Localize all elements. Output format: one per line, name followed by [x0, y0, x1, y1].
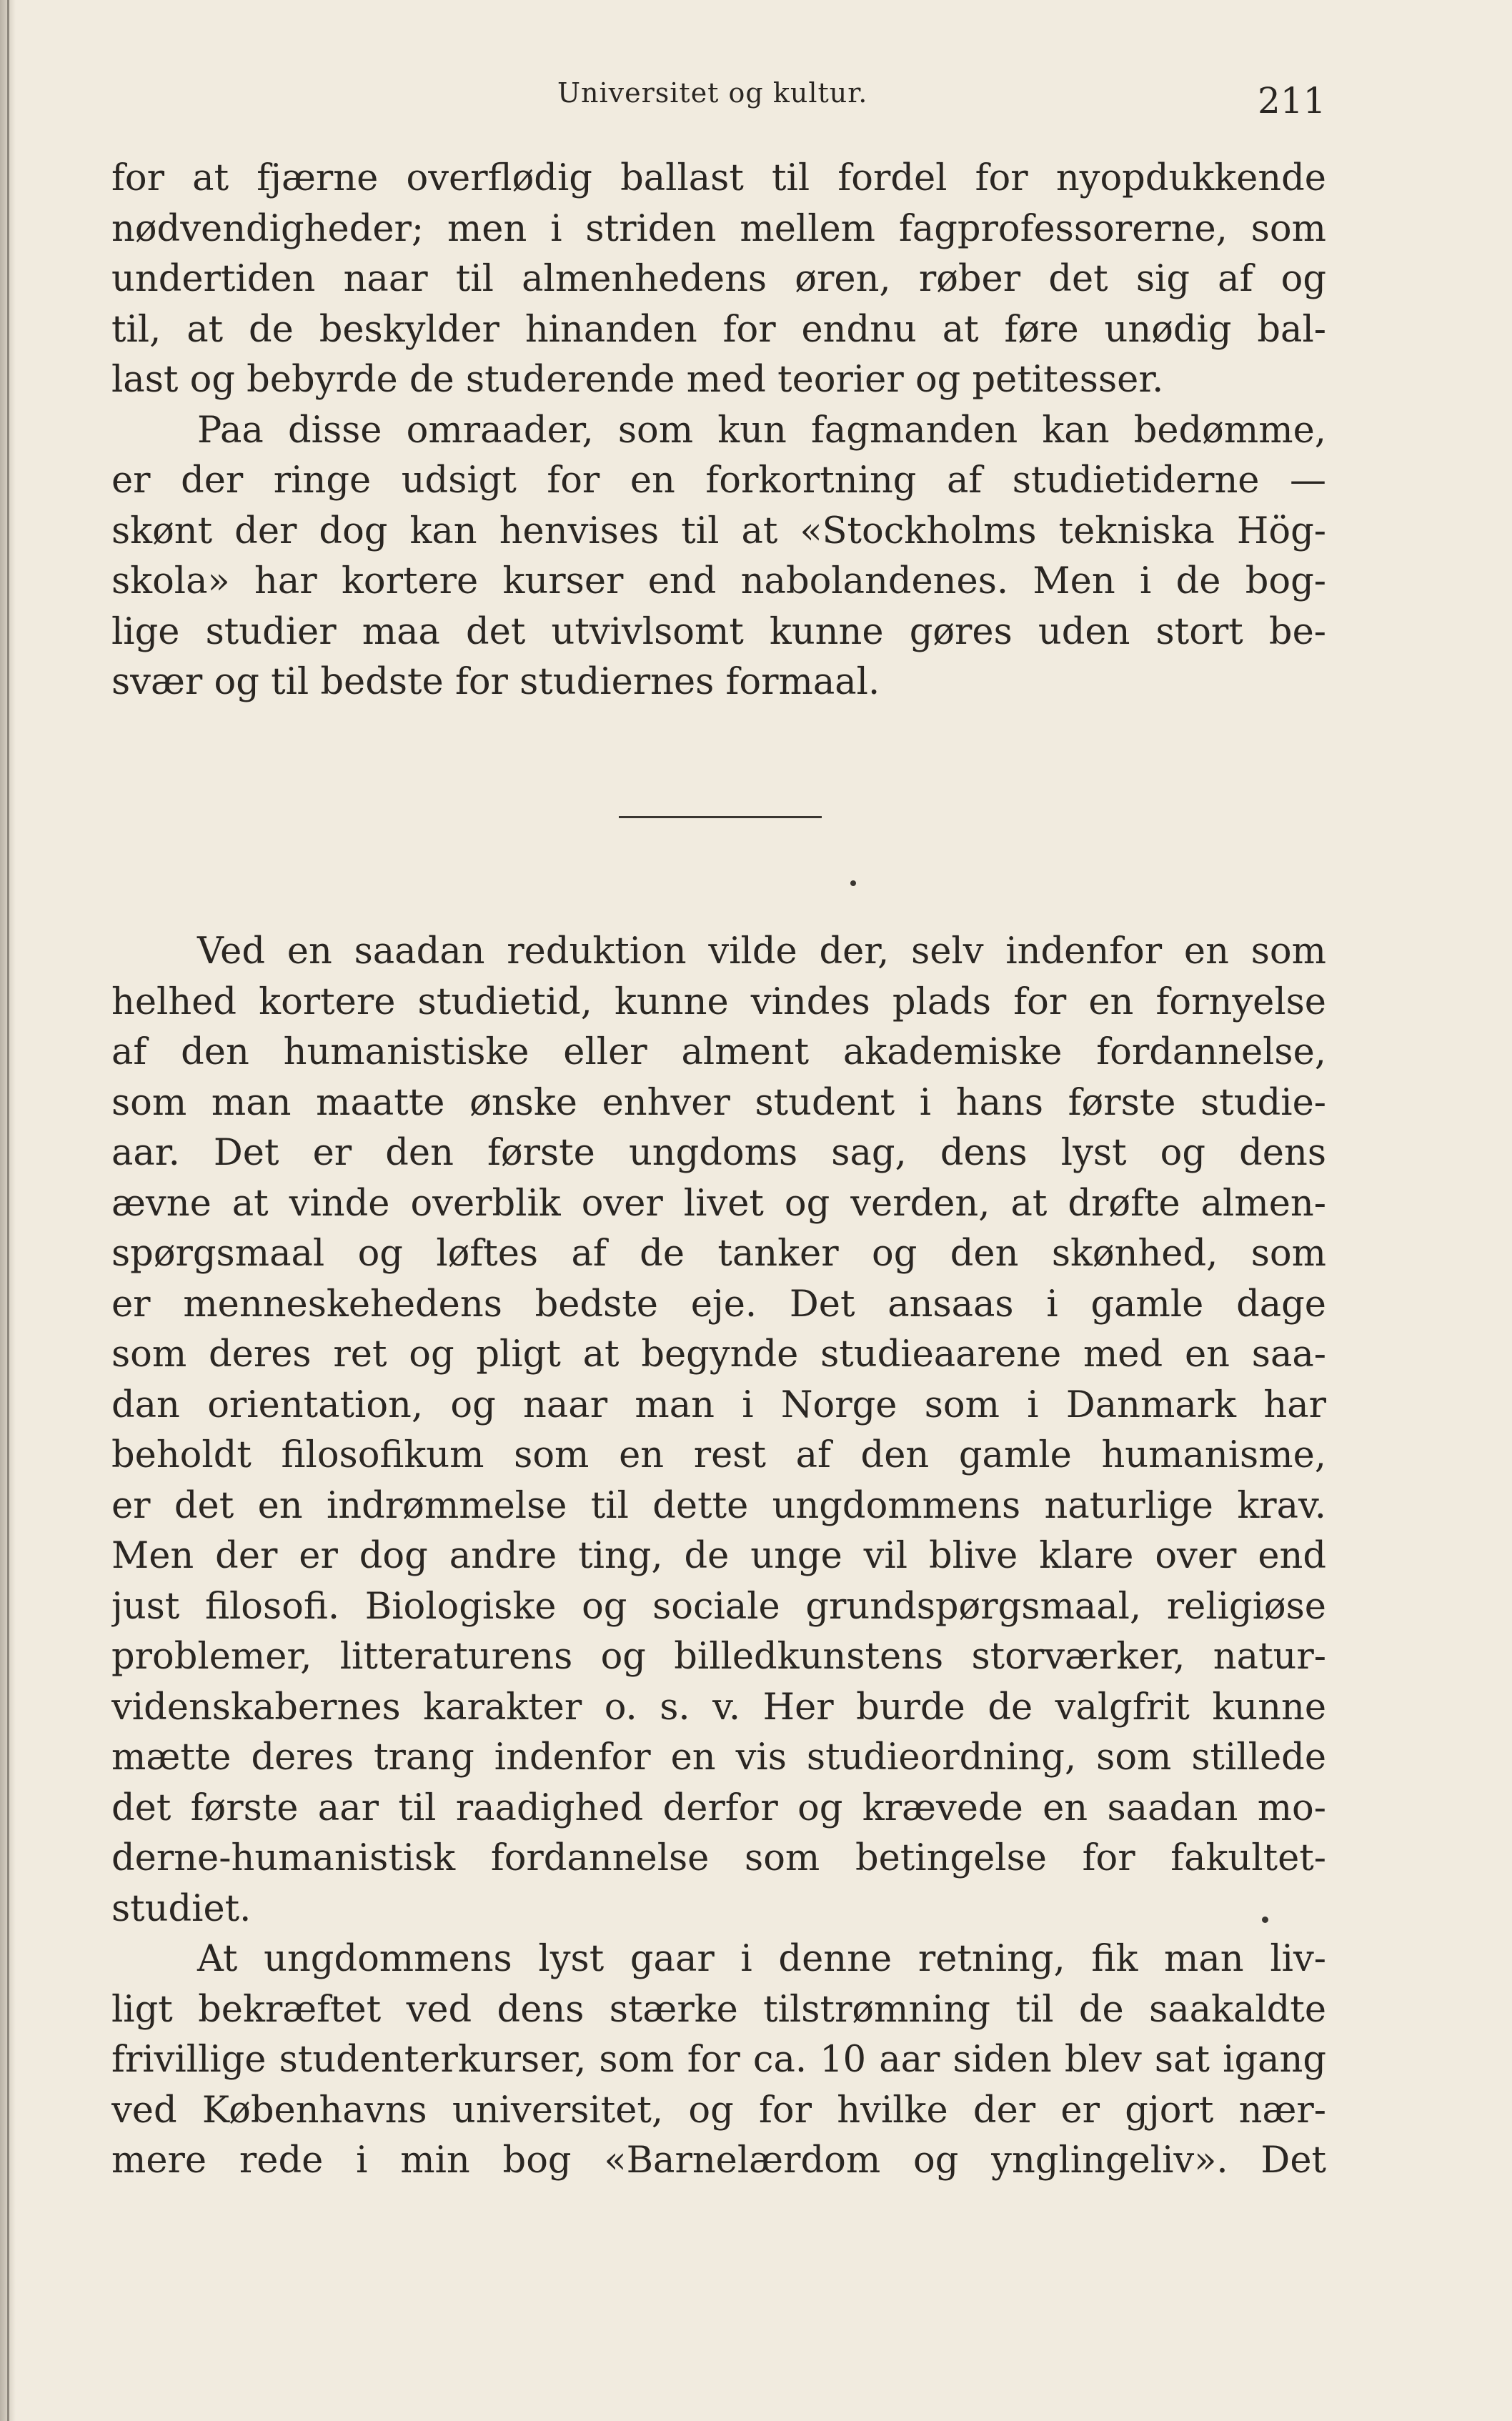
text-line: nødvendigheder; men i striden mellem fagprofessorerne, som [111, 207, 1326, 250]
text-line: frivillige studenterkurser, som for ca. 10 aar siden blev sat igang [111, 2039, 1326, 2081]
text-line: problemer, litteraturens og billedkunstens storværker, natur- [111, 1636, 1326, 1678]
text-line: mere rede i min bog «Barnelærdom og ynglingeliv». Det [111, 2139, 1326, 2182]
running-title: Universitet og kultur. [557, 77, 868, 109]
text-line: mætte deres trang indenfor en vis studieordning, som stillede [111, 1736, 1326, 1779]
text-line: helhed kortere studietid, kunne vindes plads for en fornyelse [111, 980, 1326, 1023]
text-line: dan orientation, og naar man i Norge som i Danmark har [111, 1383, 1326, 1426]
ink-speck [850, 880, 856, 886]
paragraph-start-line: Paa disse omraader, som kun fagmanden kan bedømme, [197, 409, 1326, 452]
text-line: til, at de beskylder hinanden for endnu at føre unødig bal- [111, 308, 1326, 351]
text-line: er der ringe udsigt for en forkortning af studietiderne — [111, 459, 1326, 502]
text-line: af den humanistiske eller alment akademiske fordannelse, [111, 1031, 1326, 1073]
text-line: lige studier maa det utvivlsomt kunne gøres uden stort be- [111, 610, 1326, 653]
text-line: er det en indrømmelse til dette ungdommens naturlige krav. [111, 1484, 1326, 1527]
text-line: som deres ret og pligt at begynde studieaarene med en saa- [111, 1333, 1326, 1376]
text-line: just filosofi. Biologiske og sociale grundspørgsmaal, religiøse [111, 1585, 1326, 1628]
page-number: 211 [1258, 80, 1326, 121]
text-line: ligt bekræftet ved dens stærke tilstrømning til de saakaldte [111, 1988, 1326, 2031]
text-line: skola» har kortere kurser end nabolandenes. Men i de bog- [111, 560, 1326, 602]
ink-speck [1262, 1917, 1268, 1923]
text-line: som man maatte ønske enhver student i hans første studie- [111, 1081, 1326, 1124]
text-line: last og bebyrde de studerende med teorier og petitesser. [111, 359, 1164, 401]
text-line: Men der er dog andre ting, de unge vil blive klare over end [111, 1535, 1326, 1577]
text-line: aar. Det er den første ungdoms sag, dens lyst og dens [111, 1132, 1326, 1174]
section-divider-rule [619, 816, 822, 818]
text-line: beholdt filosofikum som en rest af den gamle humanisme, [111, 1434, 1326, 1476]
paragraph-start-line: Ved en saadan reduktion vilde der, selv indenfor en som [197, 930, 1326, 973]
text-line: for at fjærne overflødig ballast til fordel for nyopdukkende [111, 157, 1326, 199]
text-line: svær og til bedste for studiernes formaal. [111, 661, 880, 703]
text-line: skønt der dog kan henvises til at «Stockholms tekniska Hög- [111, 509, 1326, 552]
text-line: er menneskehedens bedste eje. Det ansaas i gamle dage [111, 1283, 1326, 1326]
text-line: ævne at vinde overblik over livet og verden, at drøfte almen- [111, 1182, 1326, 1225]
text-line: det første aar til raadighed derfor og krævede en saadan mo- [111, 1786, 1326, 1829]
text-line: undertiden naar til almenhedens øren, røber det sig af og [111, 258, 1326, 300]
text-line: spørgsmaal og løftes af de tanker og den skønhed, som [111, 1233, 1326, 1275]
binding-line [7, 0, 9, 2421]
paragraph-start-line: At ungdommens lyst gaar i denne retning, fik man liv- [197, 1938, 1326, 1980]
text-line: videnskabernes karakter o. s. v. Her burde de valgfrit kunne [111, 1686, 1326, 1729]
text-line: ved Københavns universitet, og for hvilke der er gjort nær- [111, 2089, 1326, 2132]
text-line: studiet. [111, 1887, 252, 1930]
section-one [111, 154, 1326, 708]
text-line: derne-humanistisk fordannelse som betingelse for fakultet- [111, 1837, 1326, 1879]
section-two [111, 927, 1326, 2187]
